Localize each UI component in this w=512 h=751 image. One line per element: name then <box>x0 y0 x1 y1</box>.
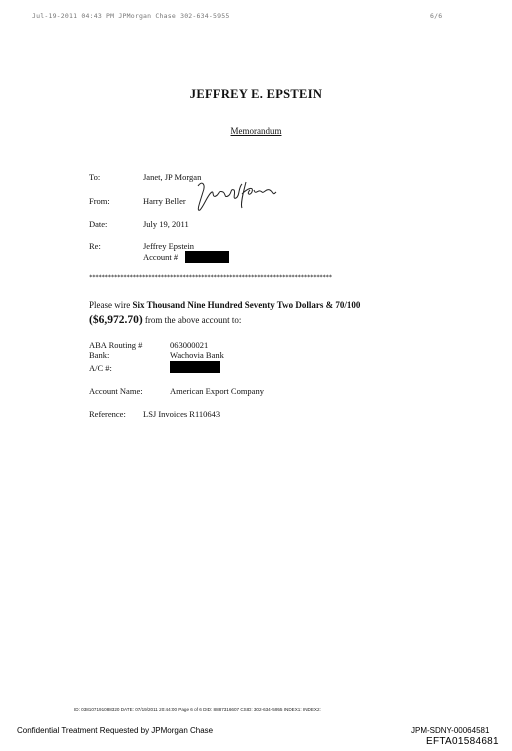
to-value: Janet, JP Morgan <box>143 172 202 182</box>
to-label: To: <box>89 172 101 182</box>
aba-label: ABA Routing # <box>89 340 143 350</box>
asterisk-separator: ****************************************************************************** <box>89 274 332 281</box>
from-value: Harry Beller <box>143 196 186 206</box>
account-name-label: Account Name: <box>89 386 143 396</box>
fax-footer-metadata: ID: 038107191088320 DATE: 07/19/2011 20:44:00 Page 6 of 6 DID: 8887316607 CSID: 302-634-5955 INDEX1: INDEX2: <box>74 707 321 712</box>
wire-instruction-line1 <box>89 300 360 310</box>
reference-value: LSJ Invoices R110643 <box>143 409 221 419</box>
date-value: July 19, 2011 <box>143 219 189 229</box>
reference-label: Reference: <box>89 409 126 419</box>
account-number-redaction <box>185 251 229 263</box>
fax-page-number: 6/6 <box>430 12 443 20</box>
bank-account-redaction <box>170 361 220 373</box>
wire-instruction-line2 <box>89 314 241 326</box>
efta-number: EFTA01584681 <box>426 736 499 747</box>
account-name-value: American Export Company <box>170 386 264 396</box>
re-line-account: Account # <box>143 252 179 262</box>
wire-amount-words: Six Thousand Nine Hundred Seventy Two Dollars & 70/100 <box>132 300 361 310</box>
letterhead-name: JEFFREY E. EPSTEIN <box>189 87 323 101</box>
re-line-name: Jeffrey Epstein <box>143 241 195 251</box>
re-label: Re: <box>89 241 101 251</box>
bank-label: Bank: <box>89 350 110 360</box>
from-label: From: <box>89 196 110 206</box>
date-label: Date: <box>89 219 108 229</box>
confidential-notice: Confidential Treatment Requested by JPMorgan Chase <box>17 726 214 735</box>
aba-value: 063000021 <box>170 340 209 350</box>
account-number-label: A/C #: <box>89 363 112 373</box>
bank-value: Wachovia Bank <box>170 350 224 360</box>
document-title: Memorandum <box>230 126 282 136</box>
signature-icon <box>190 178 280 218</box>
wire-rest: from the above account to: <box>142 315 242 325</box>
fax-header-left: Jul-19-2011 04:43 PM JPMorgan Chase 302-634-5955 <box>32 12 230 20</box>
wire-prefix: Please wire <box>89 300 133 310</box>
wire-amount: ($6,972.70) <box>89 314 143 326</box>
bates-number: JPM-SDNY-00064581 <box>411 726 490 735</box>
